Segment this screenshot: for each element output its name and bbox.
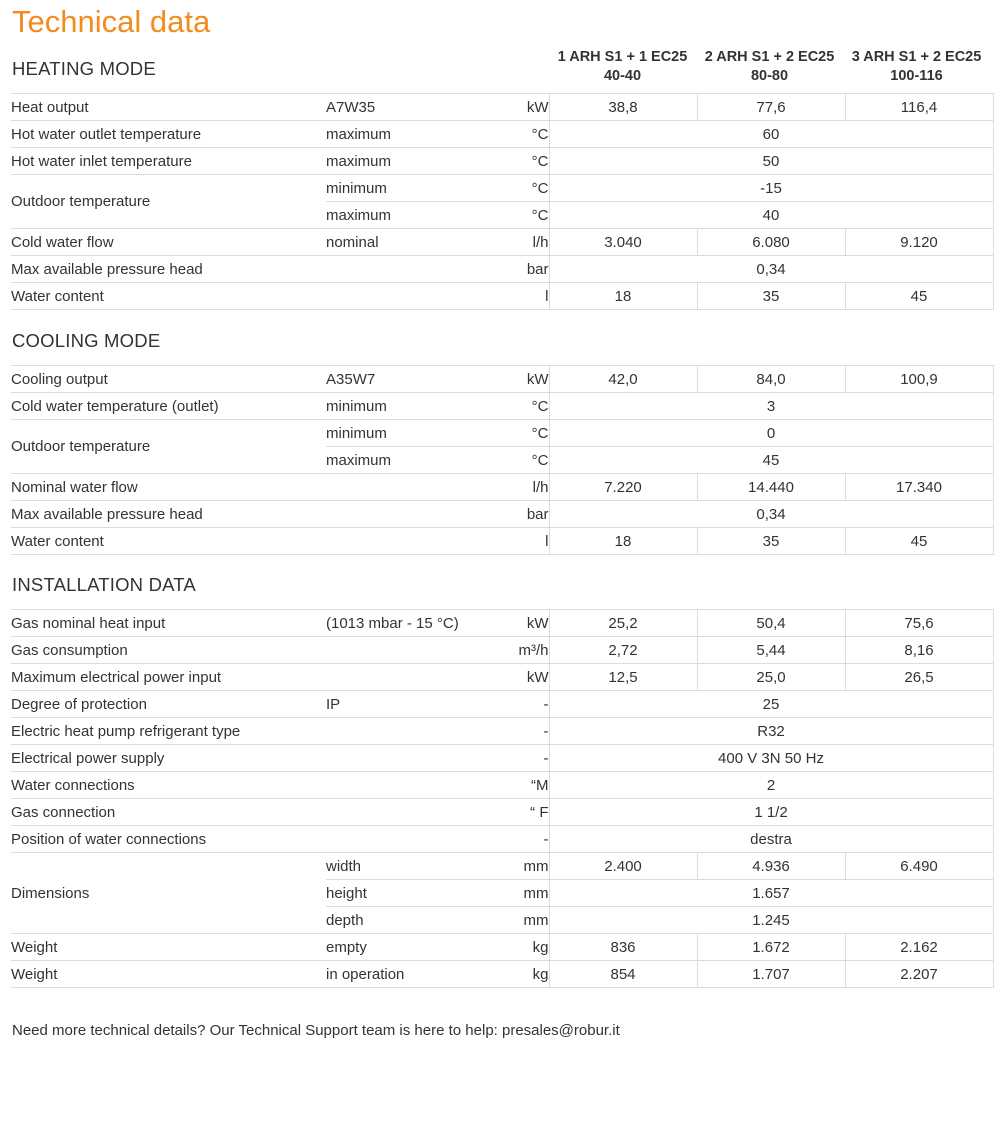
value-cell: 1.672 [697, 934, 845, 961]
value-cell: 1.657 [549, 880, 993, 907]
row-unit: mm [496, 853, 549, 880]
row-unit: kg [496, 961, 549, 988]
table-row [11, 256, 993, 283]
row-label: Max available pressure head [11, 501, 326, 528]
row-unit: °C [496, 175, 549, 202]
row-unit: - [496, 718, 549, 745]
row-label: Cold water temperature (outlet) [11, 393, 326, 420]
row-label: Gas consumption [11, 637, 326, 664]
page-title: Technical data [12, 4, 211, 39]
value-cell: 77,6 [697, 94, 845, 121]
row-condition [326, 826, 496, 853]
value-cell: 17.340 [845, 474, 993, 501]
row-unit: “ F [496, 799, 549, 826]
row-unit: “M [496, 772, 549, 799]
row-unit: kg [496, 934, 549, 961]
row-unit: l/h [496, 229, 549, 256]
row-condition [326, 772, 496, 799]
model-column-headers [549, 48, 990, 88]
table-row [11, 474, 993, 501]
row-condition: minimum [326, 175, 496, 202]
support-footer-note: Need more technical details? Our Technical Support team is here to help: presales@robur.it [12, 1022, 620, 1039]
value-cell: 50,4 [697, 610, 845, 637]
row-unit: - [496, 691, 549, 718]
table-row [11, 853, 993, 880]
row-unit: - [496, 826, 549, 853]
table-row [11, 745, 993, 772]
row-label: Max available pressure head [11, 256, 326, 283]
row-label: Electrical power supply [11, 745, 326, 772]
value-cell: 6.080 [697, 229, 845, 256]
installation-data-table [11, 609, 994, 988]
table-row [11, 229, 993, 256]
value-cell: 5,44 [697, 637, 845, 664]
row-label: Electric heat pump refrigerant type [11, 718, 326, 745]
heating-mode-table [11, 93, 994, 310]
row-unit: mm [496, 880, 549, 907]
value-cell: 8,16 [845, 637, 993, 664]
value-cell: -15 [549, 175, 993, 202]
row-condition [326, 664, 496, 691]
row-condition [326, 474, 496, 501]
value-cell: 18 [549, 528, 697, 555]
table-row [11, 637, 993, 664]
table-row [11, 420, 993, 447]
heating-mode-title: HEATING MODE [12, 58, 156, 79]
row-unit: kW [496, 610, 549, 637]
row-unit: bar [496, 256, 549, 283]
value-cell: 25,2 [549, 610, 697, 637]
row-condition: A35W7 [326, 366, 496, 393]
value-cell: 0 [549, 420, 993, 447]
row-label: Hot water outlet temperature [11, 121, 326, 148]
row-condition [326, 528, 496, 555]
row-condition [326, 501, 496, 528]
row-condition: (1013 mbar - 15 °C) [326, 610, 496, 637]
table-row [11, 393, 993, 420]
row-condition: A7W35 [326, 94, 496, 121]
value-cell: 45 [845, 528, 993, 555]
row-unit: °C [496, 420, 549, 447]
row-unit: kW [496, 664, 549, 691]
row-unit: kW [496, 366, 549, 393]
value-cell: 60 [549, 121, 993, 148]
value-cell: 854 [549, 961, 697, 988]
row-unit: mm [496, 907, 549, 934]
row-condition: height [326, 880, 496, 907]
row-unit: l [496, 528, 549, 555]
value-cell: 100,9 [845, 366, 993, 393]
value-cell: 14.440 [697, 474, 845, 501]
row-label: Degree of protection [11, 691, 326, 718]
table-row [11, 772, 993, 799]
row-condition [326, 745, 496, 772]
row-label: Cooling output [11, 366, 326, 393]
row-condition [326, 637, 496, 664]
value-cell: 50 [549, 148, 993, 175]
value-cell: 45 [549, 447, 993, 474]
table-row [11, 121, 993, 148]
column-header-1: 1 ARH S1 + 1 EC25 40-40 [557, 49, 688, 84]
row-label: Weight [11, 934, 326, 961]
row-label: Hot water inlet temperature [11, 148, 326, 175]
value-cell: 0,34 [549, 501, 993, 528]
value-cell: R32 [549, 718, 993, 745]
value-cell: 2,72 [549, 637, 697, 664]
row-unit: l [496, 283, 549, 310]
table-row [11, 148, 993, 175]
table-row [11, 934, 993, 961]
value-cell: 35 [697, 283, 845, 310]
row-label: Water content [11, 528, 326, 555]
row-unit: bar [496, 501, 549, 528]
value-cell: 1 1/2 [549, 799, 993, 826]
row-condition: IP [326, 691, 496, 718]
value-cell: 4.936 [697, 853, 845, 880]
row-unit: °C [496, 202, 549, 229]
row-condition: depth [326, 907, 496, 934]
value-cell: 836 [549, 934, 697, 961]
cooling-mode-table [11, 365, 994, 555]
row-unit: - [496, 745, 549, 772]
row-condition [326, 256, 496, 283]
table-row [11, 94, 993, 121]
row-unit: °C [496, 148, 549, 175]
row-condition: maximum [326, 202, 496, 229]
value-cell: 2.162 [845, 934, 993, 961]
value-cell: 116,4 [845, 94, 993, 121]
table-row [11, 691, 993, 718]
row-label: Gas nominal heat input [11, 610, 326, 637]
row-condition: minimum [326, 420, 496, 447]
row-condition: maximum [326, 148, 496, 175]
value-cell: 75,6 [845, 610, 993, 637]
value-cell: 26,5 [845, 664, 993, 691]
row-condition: maximum [326, 121, 496, 148]
value-cell: 2.400 [549, 853, 697, 880]
table-row [11, 528, 993, 555]
row-condition: width [326, 853, 496, 880]
value-cell: 25,0 [697, 664, 845, 691]
table-row [11, 610, 993, 637]
table-row [11, 718, 993, 745]
value-cell: 1.707 [697, 961, 845, 988]
row-label: Dimensions [11, 853, 326, 934]
value-cell: 25 [549, 691, 993, 718]
table-row [11, 961, 993, 988]
table-row [11, 175, 993, 202]
row-condition: in operation [326, 961, 496, 988]
row-condition [326, 799, 496, 826]
value-cell: 9.120 [845, 229, 993, 256]
column-header-3: 3 ARH S1 + 2 EC25 100-116 [851, 49, 982, 84]
row-unit: l/h [496, 474, 549, 501]
value-cell: 84,0 [697, 366, 845, 393]
value-cell: 6.490 [845, 853, 993, 880]
value-cell: destra [549, 826, 993, 853]
value-cell: 42,0 [549, 366, 697, 393]
table-row [11, 799, 993, 826]
value-cell: 3 [549, 393, 993, 420]
cooling-mode-title: COOLING MODE [12, 330, 161, 351]
row-label: Water content [11, 283, 326, 310]
value-cell: 3.040 [549, 229, 697, 256]
row-unit: °C [496, 393, 549, 420]
column-header-2: 2 ARH S1 + 2 EC25 80-80 [704, 49, 835, 84]
row-label: Weight [11, 961, 326, 988]
table-row [11, 501, 993, 528]
value-cell: 40 [549, 202, 993, 229]
value-cell: 18 [549, 283, 697, 310]
row-unit: °C [496, 121, 549, 148]
row-condition [326, 718, 496, 745]
value-cell: 35 [697, 528, 845, 555]
value-cell: 0,34 [549, 256, 993, 283]
row-condition [326, 283, 496, 310]
value-cell: 12,5 [549, 664, 697, 691]
row-unit: m³/h [496, 637, 549, 664]
value-cell: 1.245 [549, 907, 993, 934]
row-condition: maximum [326, 447, 496, 474]
table-row [11, 283, 993, 310]
row-condition: nominal [326, 229, 496, 256]
value-cell: 2 [549, 772, 993, 799]
row-condition: empty [326, 934, 496, 961]
value-cell: 38,8 [549, 94, 697, 121]
value-cell: 45 [845, 283, 993, 310]
row-unit: kW [496, 94, 549, 121]
row-label: Outdoor temperature [11, 420, 326, 474]
row-unit: °C [496, 447, 549, 474]
table-row [11, 826, 993, 853]
row-condition: minimum [326, 393, 496, 420]
row-label: Outdoor temperature [11, 175, 326, 229]
table-row [11, 664, 993, 691]
row-label: Nominal water flow [11, 474, 326, 501]
installation-data-title: INSTALLATION DATA [12, 574, 196, 595]
row-label: Position of water connections [11, 826, 326, 853]
row-label: Heat output [11, 94, 326, 121]
row-label: Cold water flow [11, 229, 326, 256]
table-row [11, 366, 993, 393]
value-cell: 2.207 [845, 961, 993, 988]
value-cell: 7.220 [549, 474, 697, 501]
row-label: Maximum electrical power input [11, 664, 326, 691]
row-label: Gas connection [11, 799, 326, 826]
value-cell: 400 V 3N 50 Hz [549, 745, 993, 772]
row-label: Water connections [11, 772, 326, 799]
